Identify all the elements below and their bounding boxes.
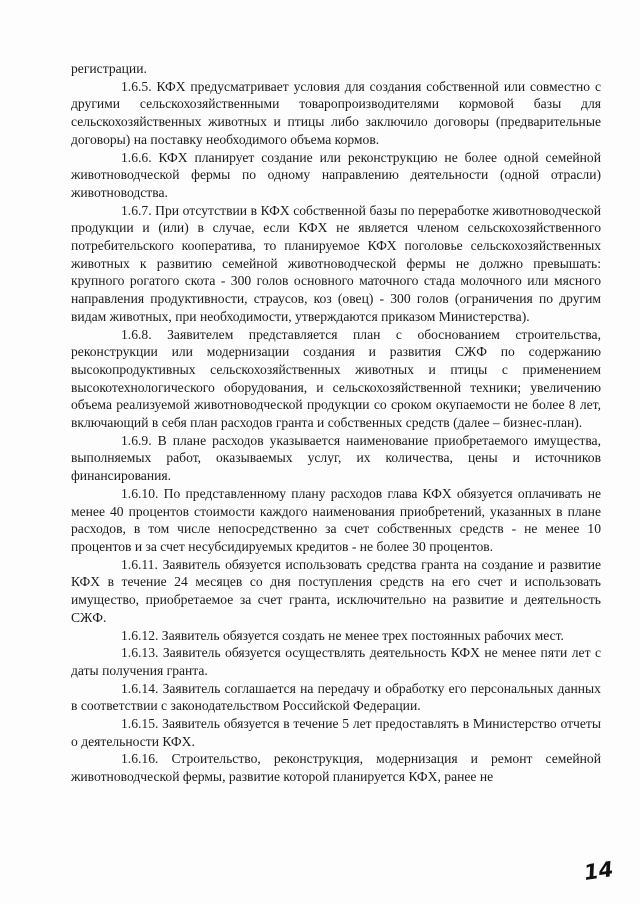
paragraph-number: 1.6.8. [121, 326, 152, 342]
paragraph-1-6-15 [71, 715, 601, 750]
paragraph-number: 1.6.13. [121, 645, 159, 661]
paragraph-text: Заявитель обязуется создать не менее трех постоянных рабочих мест. [161, 627, 564, 643]
paragraph-text: КФХ планирует создание или реконструкцию не более одной семейной животноводческой фермы по одному направлению деятельности (одной отрасли) животноводства. [71, 149, 602, 200]
paragraph-number: 1.6.10. [121, 485, 159, 501]
paragraph-text: Строительство, реконструкция, модернизация и ремонт семейной животноводческой фермы, развитие которой планируется КФХ, ранее не [71, 751, 602, 785]
paragraph-text: Заявитель обязуется осуществлять деятельность КФХ не менее пяти лет с даты получения гранта. [71, 645, 601, 678]
paragraph-1-6-12 [71, 627, 601, 645]
paragraph-text: Заявителем представляется план с обоснованием строительства, реконструкции или модернизации создания и развития СЖФ по содержанию высокопродуктивных сельскохозяйственных животных и птицы с применением высокотехнологического оборудования, и сельскохозяйственной техники; увеличению объема реализуемой животноводческой продукции со сроком окупаемости не более 8 лет, включающий в себя план расходов гранта и собственных средств (далее – бизнес-план). [71, 326, 601, 431]
paragraph-number: 1.6.11. [121, 556, 158, 572]
paragraph-number: 1.6.14. [121, 680, 159, 696]
paragraph-text: По представленному плану расходов глава КФХ обязуется оплачивать не менее 40 процентов стоимости каждого наименования приобретений, указанных в плане расходов, в том числе непосредственно за счет собственных средств - не менее 10 процентов и за счет несубсидируемых кредитов - не более 30 процентов. [71, 485, 601, 554]
paragraph-text: регистрации. [71, 61, 147, 76]
paragraph-1-6-8 [71, 326, 601, 432]
paragraph-1-6-6 [71, 149, 601, 202]
paragraph-number: 1.6.9. [121, 432, 152, 448]
paragraph-number: 1.6.12. [121, 627, 159, 643]
paragraph-text: Заявитель соглашается на передачу и обработку его персональных данных в соответствии с законодательством Российской Федерации. [71, 680, 601, 714]
paragraph-1-6-7 [71, 202, 601, 326]
document-body [71, 60, 601, 786]
paragraph-1-6-13 [71, 644, 601, 679]
paragraph-continuation [71, 60, 601, 78]
paragraph-text: При отсутствии в КФХ собственной базы по переработке животноводческой продукции и (или) в случае, если КФХ не является членом сельскохозяйственного потребительского кооператива, то планируемое КФХ поголовье сельскохозяйственных животных к развитию семейной животноводческой фермы не должно превышать: крупного рогатого скота - 300 голов основного маточного стада молочного или мясного направления продуктивности, страусов, коз (овец) - 300 голов (ограничения по другим видам животных, при необходимости, утверждаются приказом Министерства). [71, 202, 601, 324]
paragraph-number: 1.6.15. [121, 716, 159, 732]
paragraph-1-6-5 [71, 78, 601, 149]
paragraph-text: Заявитель обязуется использовать средства гранта на создание и развитие КФХ в течение 24 месяцев со дня поступления средств на его счет и использовать имущество, приобретаемое за счет гранта, исключительно на развитие и деятельность СЖФ. [71, 556, 601, 625]
paragraph-number: 1.6.6. [121, 149, 152, 165]
paragraph-1-6-14 [71, 680, 601, 715]
paragraph-1-6-16 [71, 750, 601, 785]
paragraph-1-6-10 [71, 485, 601, 556]
paragraph-number: 1.6.5. [121, 78, 152, 94]
handwritten-page-number: 14 [582, 857, 615, 885]
paragraph-text: В плане расходов указывается наименование приобретаемого имущества, выполняемых работ, оказываемых услуг, их количества, цены и источников финансирования. [71, 432, 601, 484]
paragraph-1-6-11 [71, 556, 601, 627]
paragraph-text: Заявитель обязуется в течение 5 лет предоставлять в Министерство отчеты о деятельности КФХ. [71, 716, 601, 749]
paragraph-number: 1.6.7. [121, 202, 152, 218]
paragraph-number: 1.6.16. [121, 751, 159, 767]
paragraph-1-6-9 [71, 432, 601, 485]
paragraph-text: КФХ предусматривает условия для создания собственной или совместно с другими сельскохозяйственными товаропроизводителями кормовой базы для сельскохозяйственных животных и птицы либо заключило договоры (предварительные договоры) на поставку необходимого объема кормов. [71, 78, 601, 147]
